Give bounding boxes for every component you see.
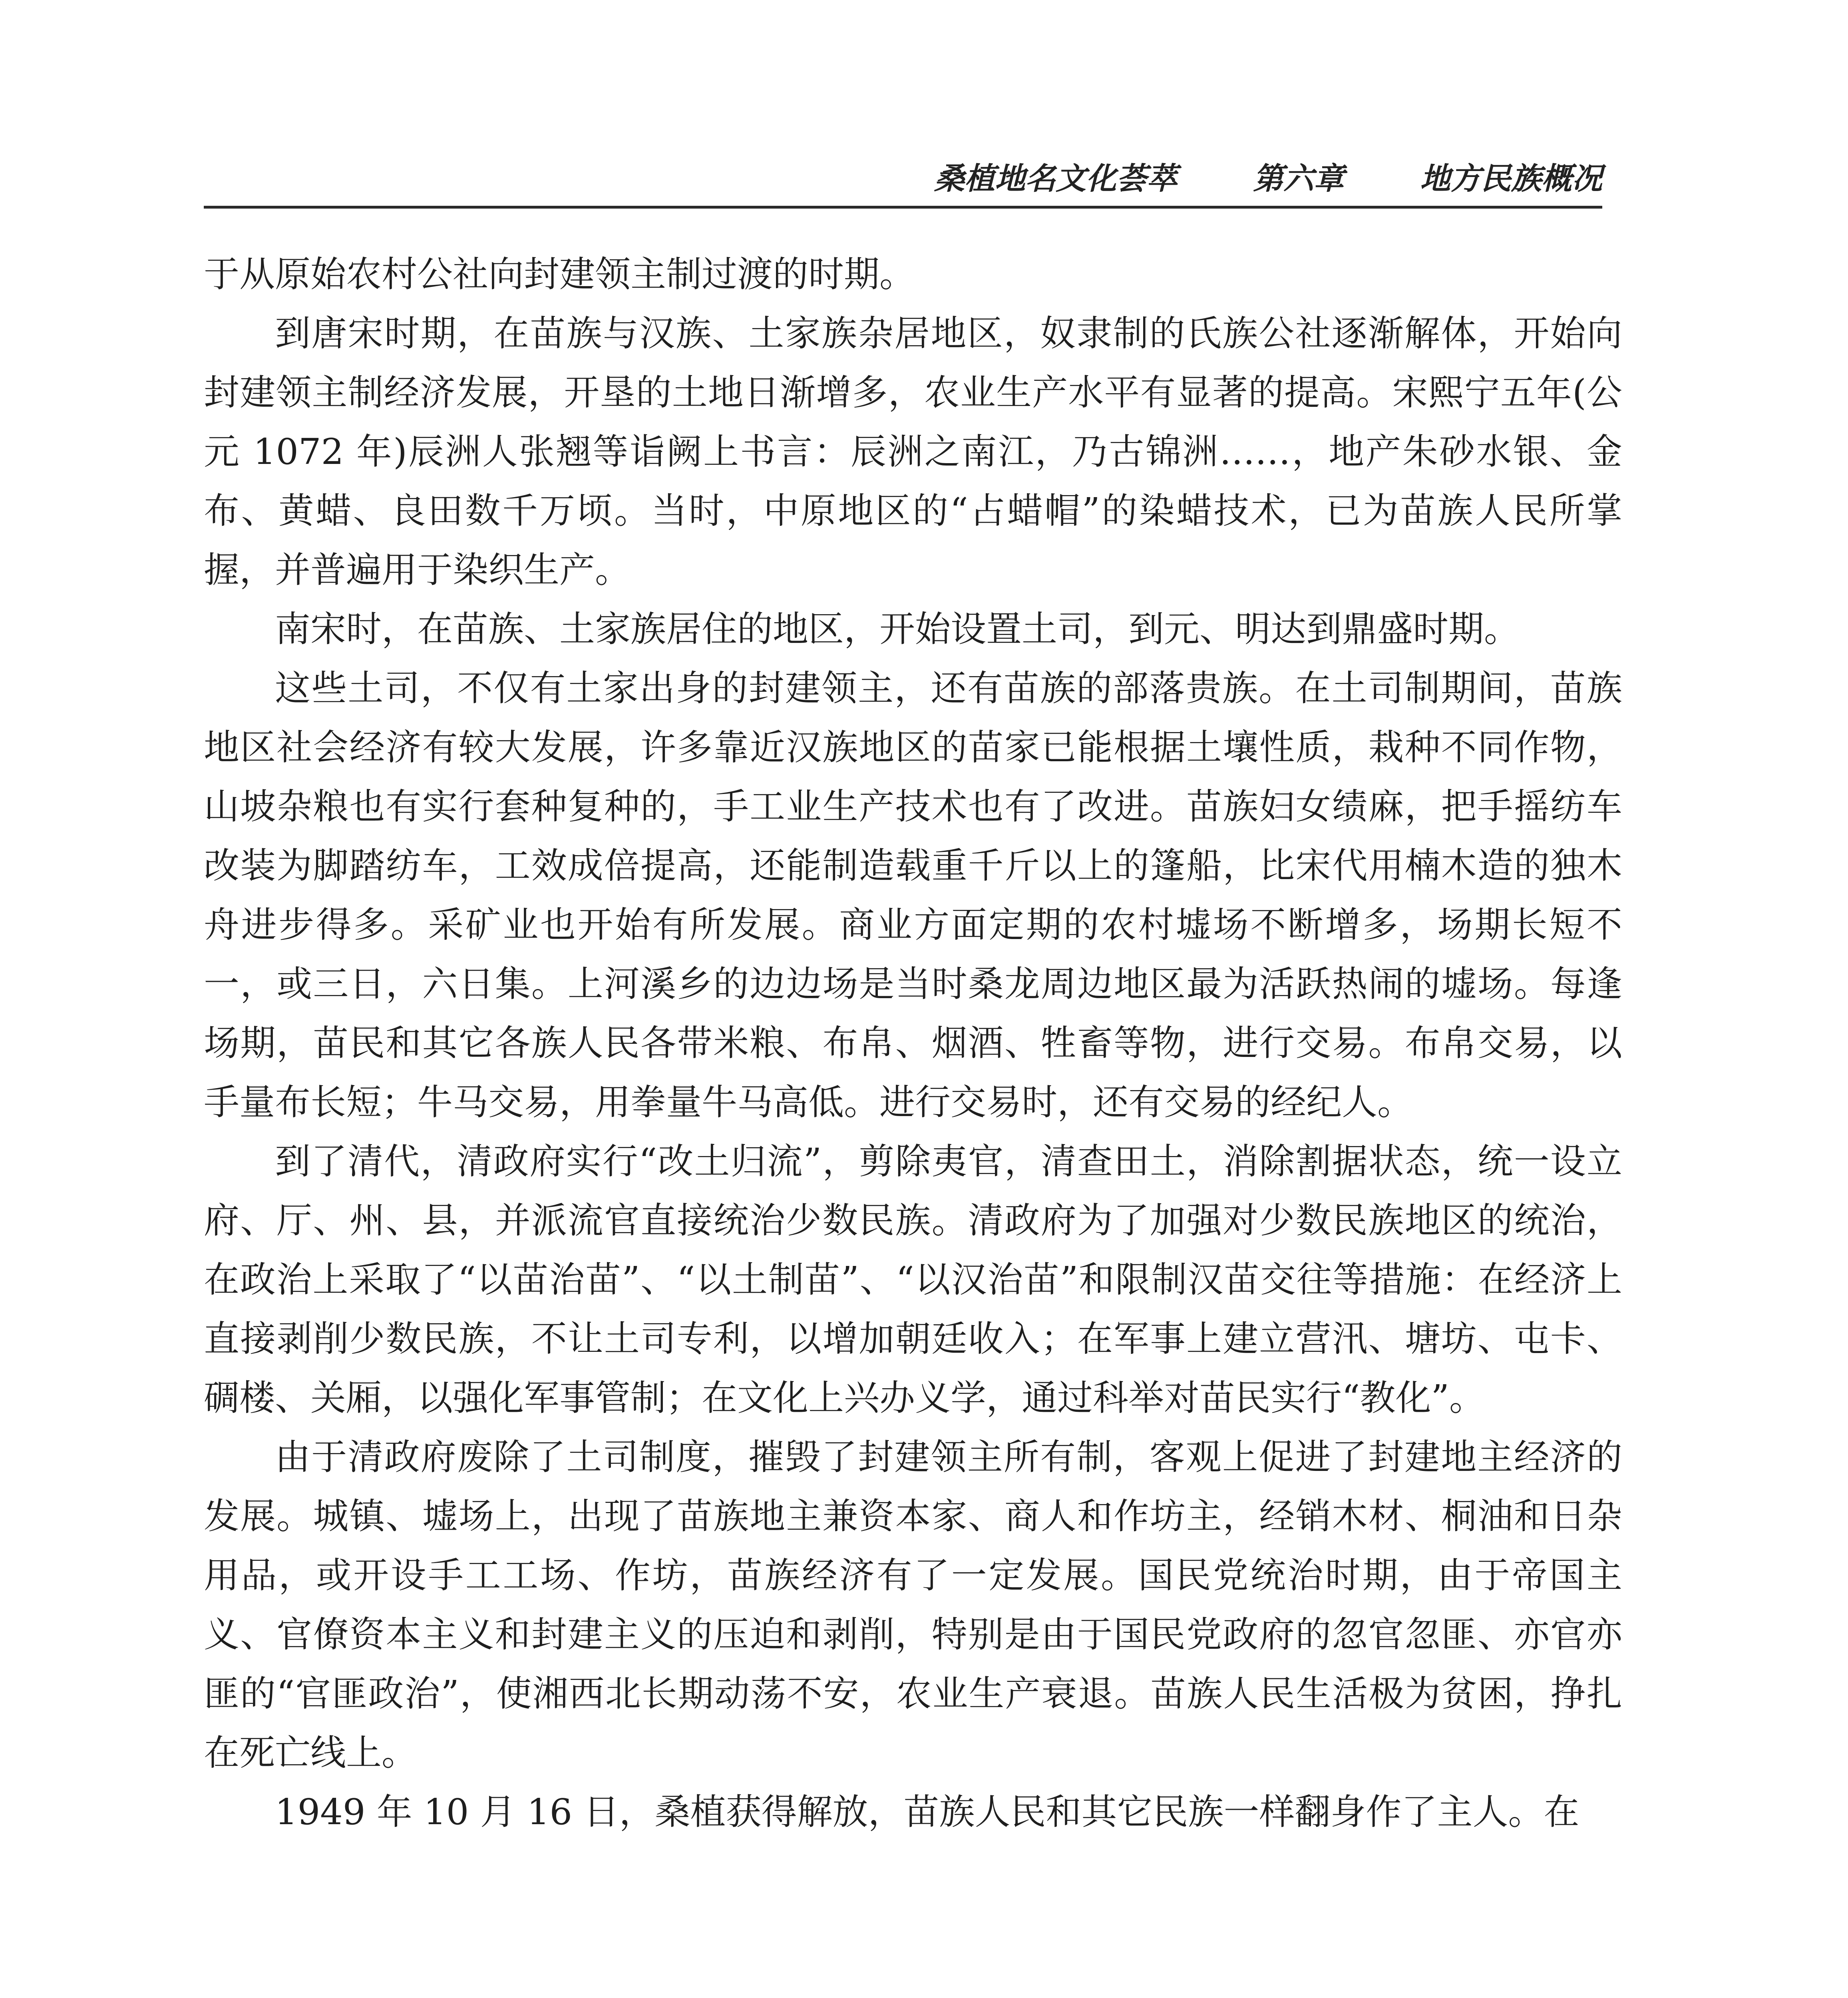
paragraph: 南宋时，在苗族、土家族居住的地区，开始设置土司，到元、明达到鼎盛时期。 — [275, 608, 1520, 650]
running-header — [204, 152, 1602, 200]
paragraph: 这些土司，不仅有土家出身的封建领主，还有苗族的部落贵族。在土司制期间，苗族地区社会经济有较大发展，许多靠近汉族地区的苗家已能根据土壤性质，栽种不同作物，山坡杂粮也有实行套种复种的，手工业生产技术也有了改进。苗族妇女绩麻，把手摇纺车改装为脚踏纺车，工效成倍提高，还能制造载重千斤以上的篷船，比宋代用楠木造的独木舟进步得多。采矿业也开始有所发展。商业方面定期的农村墟场不断增多，场期长短不一，或三日，六日集。上河溪乡的边边场是当时桑龙周边地区最为活跃热闹的墟场。每逢场期，苗民和其它各族人民各带米粮、布帛、烟酒、牲畜等物，进行交易。布帛交易，以手量布长短；牛马交易，用拳量牛马高低。进行交易时，还有交易的经纪人。 — [204, 667, 1622, 1123]
paragraph: 于从原始农村公社向封建领主制过渡的时期。 — [204, 253, 915, 295]
body-text — [204, 245, 1622, 1841]
paragraph: 1949 年 10 月 16 日，桑植获得解放，苗族人民和其它民族一样翻身作了主人。在 — [275, 1791, 1579, 1833]
header-book-title: 桑植地名文化荟萃 — [934, 160, 1177, 196]
header-chapter: 第六章 — [1253, 160, 1344, 196]
paragraph: 到了清代，清政府实行“改土归流”，剪除夷官，清查田土，消除割据状态，统一设立府、厅、州、县，并派流官直接统治少数民族。清政府为了加强对少数民族地区的统治，在政治上采取了“以苗治苗”、“以土制苗”、“以汉治苗”和限制汉苗交往等措施：在经济上直接剥削少数民族，不让土司专利，以增加朝廷收入；在军事上建立营汛、塘坊、屯卡、碉楼、关厢，以强化军事管制；在文化上兴办义学，通过科举对苗民实行“教化”。 — [204, 1140, 1622, 1419]
header-chapter-title: 地方民族概况 — [1420, 160, 1602, 196]
paragraph: 到唐宋时期，在苗族与汉族、土家族杂居地区，奴隶制的氏族公社逐渐解体，开始向封建领主制经济发展，开垦的土地日渐增多，农业生产水平有显著的提高。宋熙宁五年(公元 1072 年)辰洲人张翘等诣阙上书言：辰洲之南江，乃古锦洲……，地产朱砂水银、金布、黄蜡、良田数千万顷。当时，中原地区的“占蜡帽”的染蜡技术，已为苗族人民所掌握，并普遍用于染织生产。 — [204, 312, 1622, 591]
header-rule — [204, 206, 1602, 209]
paragraph: 由于清政府废除了土司制度，摧毁了封建领主所有制，客观上促进了封建地主经济的发展。城镇、墟场上，出现了苗族地主兼资本家、商人和作坊主，经销木材、桐油和日杂用品，或开设手工工场、作坊，苗族经济有了一定发展。国民党统治时期，由于帝国主义、官僚资本主义和封建主义的压迫和剥削，特别是由于国民党政府的忽官忽匪、亦官亦匪的“官匪政治”，使湘西北长期动荡不安，农业生产衰退。苗族人民生活极为贫困，挣扎在死亡线上。 — [204, 1436, 1622, 1773]
